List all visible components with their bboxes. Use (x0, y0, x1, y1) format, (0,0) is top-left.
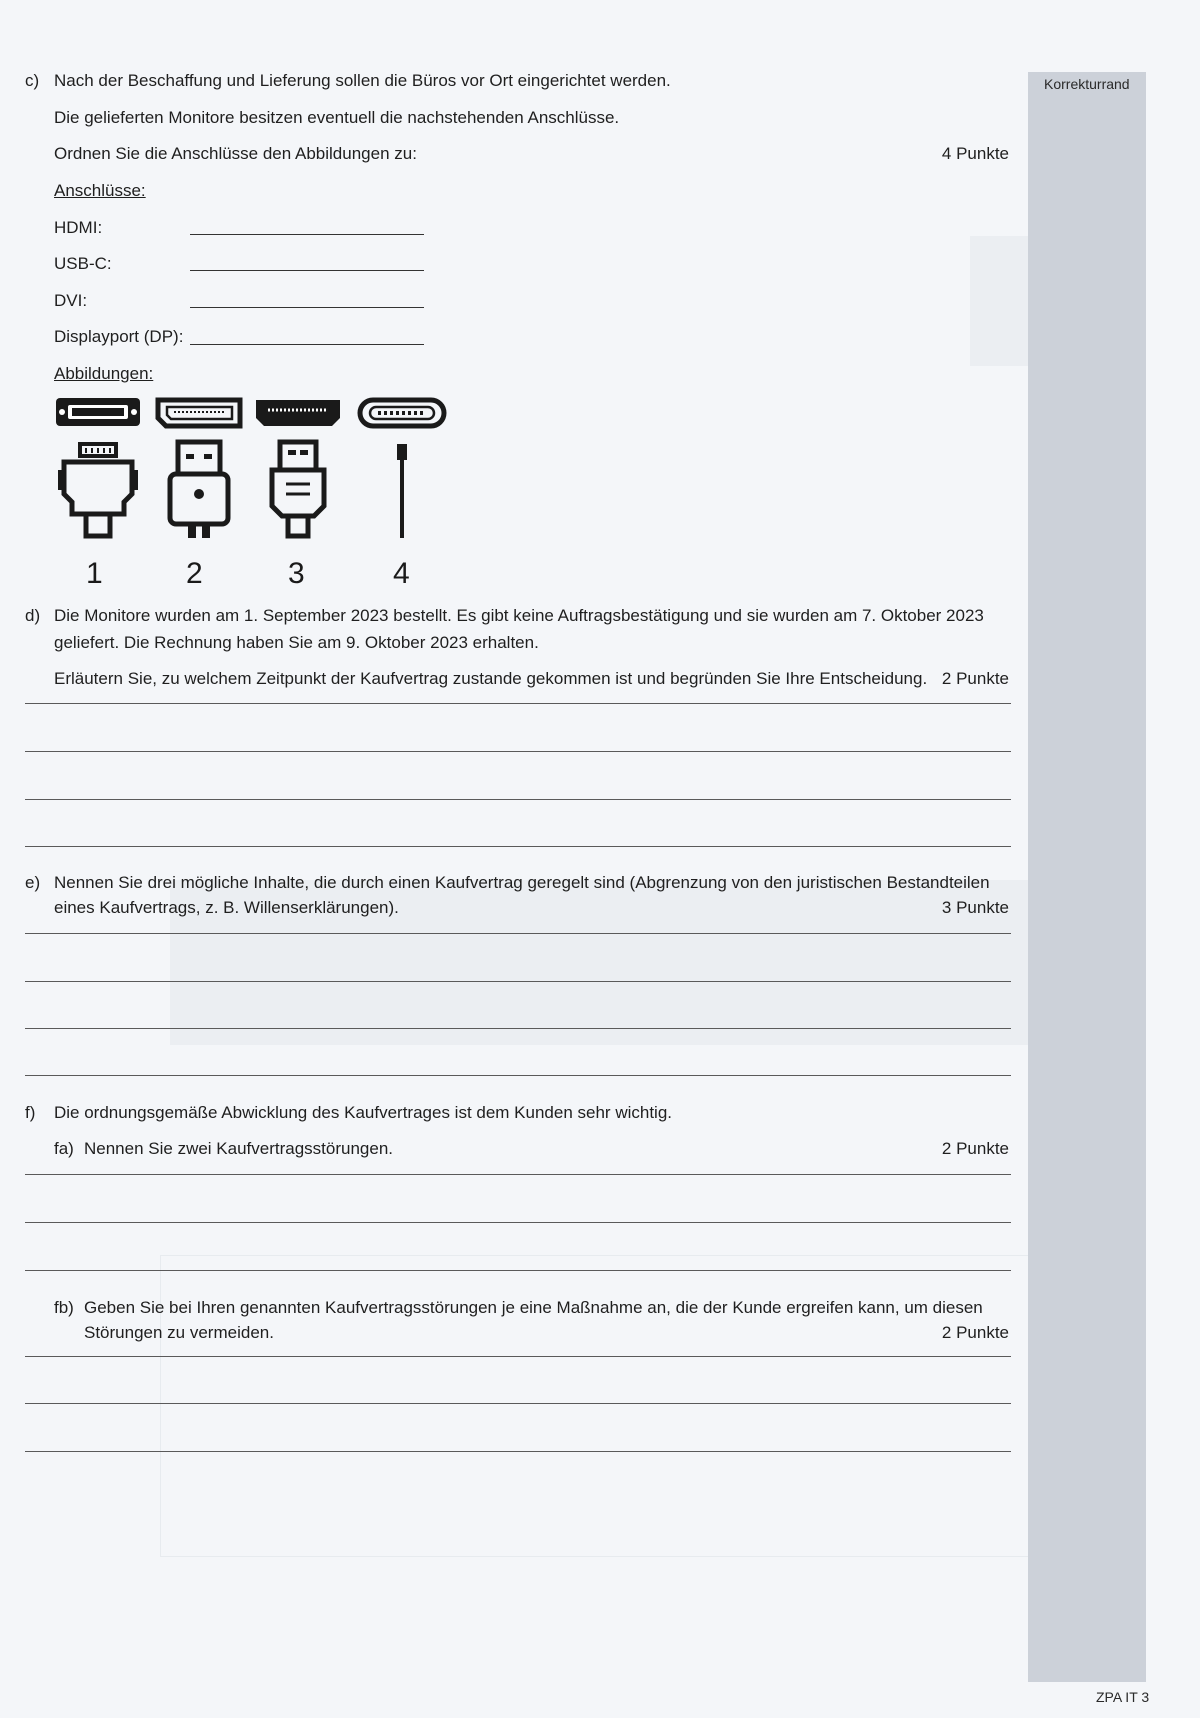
connection-displayport-label: Displayport (DP): (54, 327, 184, 346)
section-d-line-1: Die Monitore wurden am 1. September 2023 bestellt. Es gibt keine Auftragsbestätigung und sie wurden am 7. Oktober 2023 (54, 606, 984, 625)
correction-margin-label: Korrekturrand (1044, 76, 1130, 92)
figure-number-3: 3 (288, 557, 305, 590)
hdmi-connector-icon (256, 400, 340, 536)
figure-number-2: 2 (186, 557, 203, 590)
correction-margin (1028, 72, 1146, 1682)
section-d-answer-line[interactable] (25, 799, 1011, 800)
displayport-connector-icon (158, 400, 240, 538)
section-d-line-2: geliefert. Die Rechnung haben Sie am 9. Oktober 2023 erhalten. (54, 633, 539, 652)
section-f-letter: f) (25, 1103, 36, 1122)
section-c-points: 4 Punkte (941, 144, 1009, 163)
section-fa-answer-line[interactable] (25, 1270, 1011, 1271)
figures-heading: Abbildungen: (54, 364, 154, 383)
section-d-answer-line[interactable] (25, 846, 1011, 847)
figure-number-1: 1 (86, 557, 103, 590)
section-fb-label: fb) (54, 1298, 74, 1317)
section-e-points: 3 Punkte (941, 898, 1009, 917)
section-e-answer-line[interactable] (25, 1075, 1011, 1076)
section-fa-answer-line[interactable] (25, 1174, 1011, 1175)
connection-displayport-answer-line[interactable] (190, 344, 424, 345)
section-c-line-3: Ordnen Sie die Anschlüsse den Abbildungen zu: (54, 144, 417, 163)
section-f-line-1: Die ordnungsgemäße Abwicklung des Kaufvertrages ist dem Kunden sehr wichtig. (54, 1103, 673, 1122)
connection-dvi-answer-line[interactable] (190, 307, 424, 308)
section-e-letter: e) (25, 873, 41, 892)
section-fa-answer-line[interactable] (25, 1222, 1011, 1223)
connection-hdmi-answer-line[interactable] (190, 234, 424, 235)
section-e-answer-line[interactable] (25, 1028, 1011, 1029)
usbc-connector-icon (360, 400, 444, 538)
connection-dvi-label: DVI: (54, 291, 88, 310)
connection-usbc-answer-line[interactable] (190, 270, 424, 271)
section-d-answer-line[interactable] (25, 703, 1011, 704)
section-d-letter: d) (25, 606, 41, 625)
section-c-line-1: Nach der Beschaffung und Lieferung sollen die Büros vor Ort eingerichtet werden. (54, 71, 671, 90)
section-fa-points: 2 Punkte (941, 1139, 1009, 1158)
connections-heading: Anschlüsse: (54, 181, 146, 200)
section-d-line-3: Erläutern Sie, zu welchem Zeitpunkt der Kaufvertrag zustande gekommen ist und begründen Sie Ihre Entscheidung. (54, 669, 928, 688)
section-e-line-1: Nennen Sie drei mögliche Inhalte, die durch einen Kaufvertrag geregelt sind (Abgrenzung von den juristischen Bestandteilen (54, 873, 990, 892)
dvi-connector-icon (56, 398, 140, 536)
section-d-points: 2 Punkte (941, 669, 1009, 688)
section-fb-answer-line[interactable] (25, 1451, 1011, 1452)
section-e-line-2: eines Kaufvertrags, z. B. Willenserklärungen). (54, 898, 399, 917)
section-fa-label: fa) (54, 1139, 74, 1158)
section-fb-answer-line[interactable] (25, 1356, 1011, 1357)
section-fb-answer-line[interactable] (25, 1403, 1011, 1404)
connection-usbc-label: USB-C: (54, 254, 112, 273)
figure-number-4: 4 (393, 557, 410, 590)
section-fb-line-1: Geben Sie bei Ihren genannten Kaufvertragsstörungen je eine Maßnahme an, die der Kunde ergreifen kann, um diesen (84, 1298, 983, 1317)
section-fa-text: Nennen Sie zwei Kaufvertragsstörungen. (84, 1139, 394, 1158)
section-d-answer-line[interactable] (25, 751, 1011, 752)
section-fb-line-2: Störungen zu vermeiden. (84, 1323, 274, 1342)
section-c-line-2: Die gelieferten Monitore besitzen eventuell die nachstehenden Anschlüsse. (54, 108, 620, 127)
connection-hdmi-label: HDMI: (54, 218, 103, 237)
section-fb-points: 2 Punkte (941, 1323, 1009, 1342)
footer-document-code: ZPA IT 3 (1096, 1689, 1150, 1705)
section-c-letter: c) (25, 71, 40, 90)
section-e-answer-line[interactable] (25, 933, 1011, 934)
section-e-answer-line[interactable] (25, 981, 1011, 982)
